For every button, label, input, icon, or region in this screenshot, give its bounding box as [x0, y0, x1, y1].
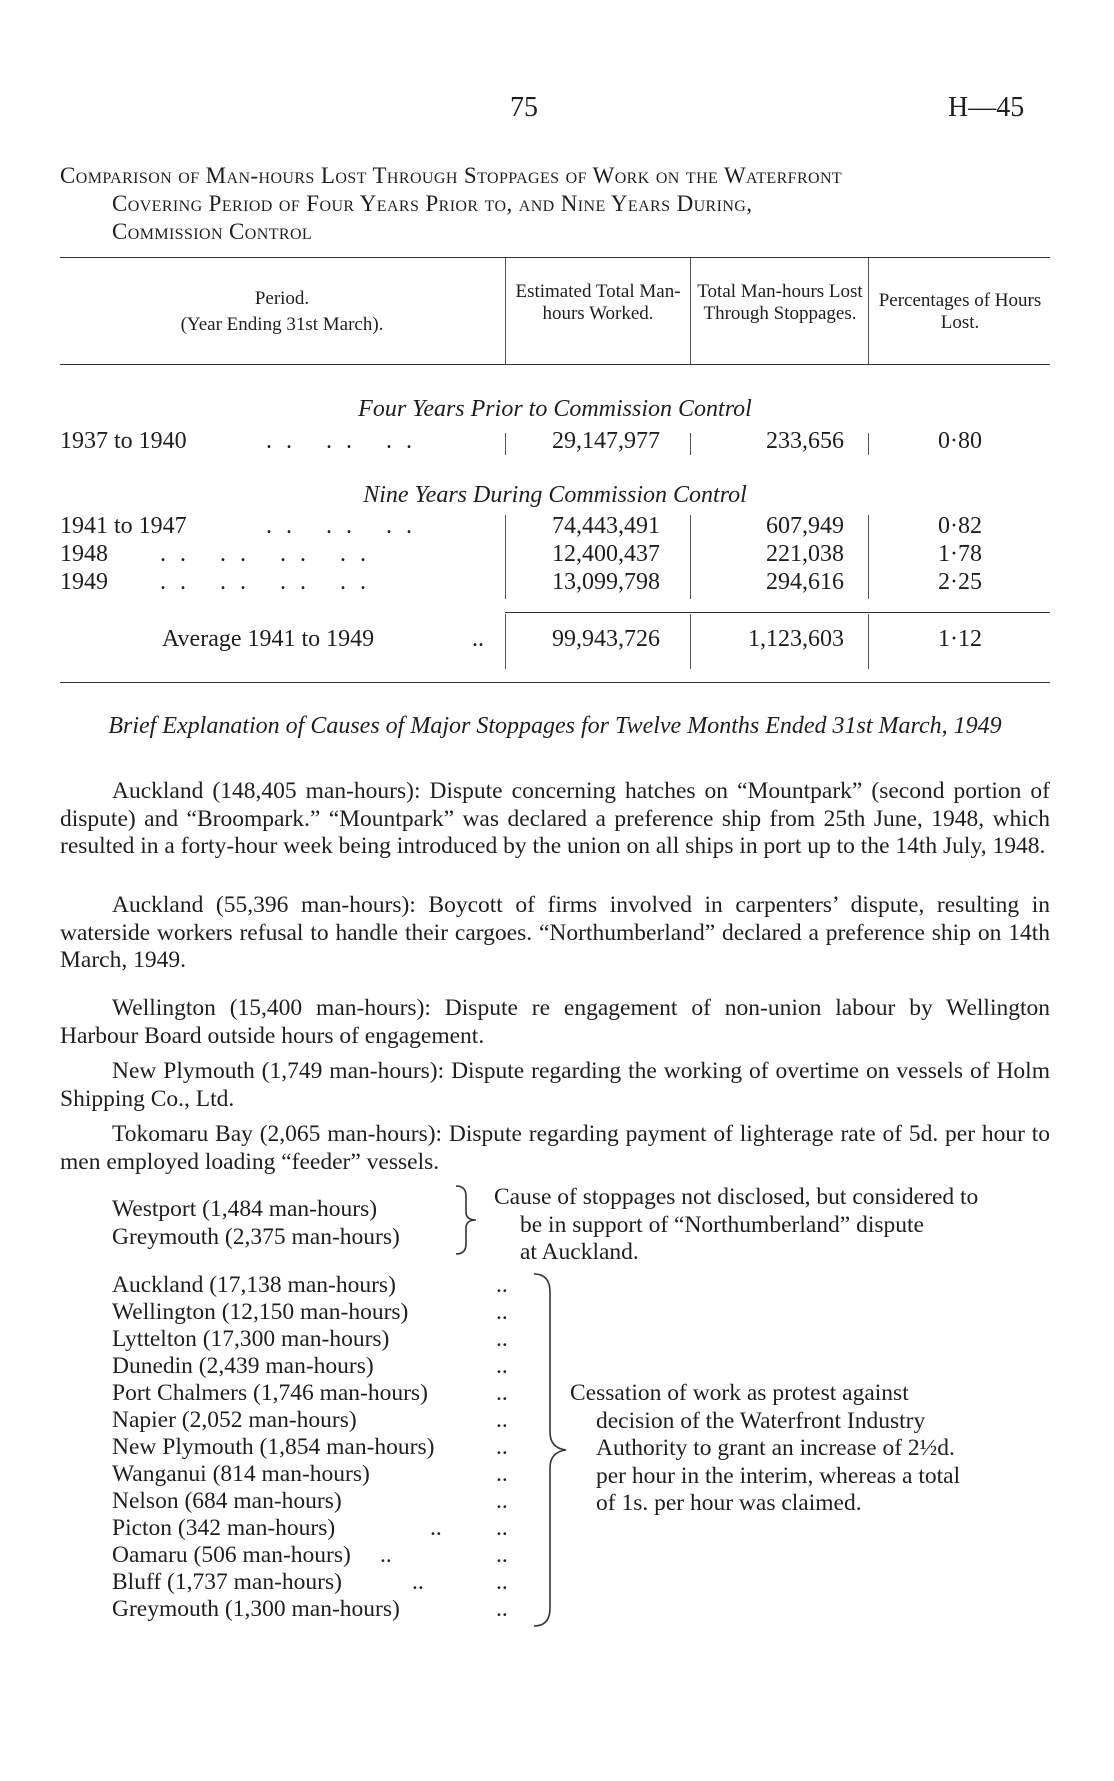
- table-title: [60, 162, 1050, 246]
- row-1948-pct: 1·78: [938, 541, 982, 567]
- header-divider-1: [505, 258, 506, 364]
- paragraph-tokomaru-bay: Tokomaru Bay (2,065 man-hours): Dispute regarding payment of lighterage rate of 5d. per hour to men employed loading “feeder” vessels.: [60, 1121, 1050, 1175]
- leader-dots: ..: [412, 1569, 424, 1595]
- row-divider: [690, 614, 691, 669]
- group2-port: Dunedin (2,439 man-hours): [112, 1353, 374, 1379]
- header-period: Period. (Year Ending 31st March).: [180, 288, 384, 335]
- row-1948-period: 1948: [60, 541, 108, 567]
- row-divider: [505, 515, 506, 599]
- paragraph-auckland-1: Auckland (148,405 man-hours): Dispute concerning hatches on “Mountpark” (second portion of dispute) and “Broompark.” “Mountpark” was declared a preference ship from 25th June, 1948, which resulted in a forty-hour week being introduced by the union on all ships in port up to the 14th July, 1948.: [60, 778, 1050, 859]
- leader-dots: ..: [496, 1407, 508, 1433]
- group1-note: Cause of stoppages not disclosed, but considered to be in support of “Northumberland” dispute at Auckland.: [494, 1184, 979, 1265]
- leader-dots: ..: [496, 1272, 508, 1298]
- page-number: 75: [510, 92, 538, 123]
- explanation-heading: Brief Explanation of Causes of Major Stoppages for Twelve Months Ended 31st March, 1949: [108, 713, 1002, 739]
- leader-dots: .. .. ..: [266, 428, 426, 454]
- leader-dots: ..: [496, 1569, 508, 1595]
- header-percentage: Percentages of Hours Lost.: [878, 290, 1042, 333]
- row-divider: [690, 433, 691, 455]
- leader-dots: .. .. .. ..: [160, 569, 380, 595]
- row-1941-pct: 0·82: [938, 513, 982, 539]
- row-1937-worked: 29,147,977: [552, 428, 660, 454]
- group2-port: Picton (342 man-hours): [112, 1515, 336, 1541]
- leader-dots: .. .. ..: [266, 513, 426, 539]
- row-1937-lost: 233,656: [766, 428, 844, 454]
- section-during: Nine Years During Commission Control: [363, 482, 747, 508]
- group2-port: Oamaru (506 man-hours): [112, 1542, 351, 1568]
- row-1948-worked: 12,400,437: [552, 541, 660, 567]
- table-top-rule: [60, 257, 1050, 258]
- row-1941-period: 1941 to 1947: [60, 513, 187, 539]
- leader-dots: ..: [496, 1434, 508, 1460]
- header-divider-2: [690, 258, 691, 364]
- leader-dots: ..: [496, 1596, 508, 1622]
- group2-port: Wellington (12,150 man-hours): [112, 1299, 409, 1325]
- header-divider-3: [868, 258, 869, 364]
- row-divider: [505, 433, 506, 455]
- average-period: Average 1941 to 1949: [162, 626, 375, 652]
- row-1949-period: 1949: [60, 569, 108, 595]
- leader-dots: ..: [472, 626, 484, 652]
- title-line-1: Comparison of Man-hours Lost Through Stoppages of Work on the Waterfront: [60, 163, 843, 188]
- row-1949-pct: 2·25: [938, 569, 982, 595]
- row-1949-lost: 294,616: [766, 569, 844, 595]
- row-1948-lost: 221,038: [766, 541, 844, 567]
- group1-port-greymouth: Greymouth (2,375 man-hours): [112, 1224, 400, 1250]
- group2-port: Lyttelton (17,300 man-hours): [112, 1326, 390, 1352]
- group2-port: Wanganui (814 man-hours): [112, 1461, 370, 1487]
- right-brace-icon: [452, 1184, 488, 1256]
- group2-port: Port Chalmers (1,746 man-hours): [112, 1380, 428, 1406]
- group2-note: Cessation of work as protest against decision of the Waterfront Industry Authority to grant an increase of 2½d. per hour in the interim, whereas a total of 1s. per hour was claimed.: [570, 1380, 961, 1516]
- header-lost: Total Man-hours Lost Through Stoppages.: [697, 281, 863, 324]
- row-1937-period: 1937 to 1940: [60, 428, 187, 454]
- group2-port: Napier (2,052 man-hours): [112, 1407, 357, 1433]
- page-code: H—45: [948, 92, 1025, 123]
- leader-dots: ..: [496, 1542, 508, 1568]
- table-bottom-rule: [60, 682, 1050, 683]
- row-1937-pct: 0·80: [938, 428, 982, 454]
- section-prior: Four Years Prior to Commission Control: [358, 396, 752, 422]
- leader-dots: .. .. .. ..: [160, 541, 380, 567]
- group2-port: Nelson (684 man-hours): [112, 1488, 342, 1514]
- group2-port: Greymouth (1,300 man-hours): [112, 1596, 400, 1622]
- leader-dots: ..: [496, 1326, 508, 1352]
- group2-port: Auckland (17,138 man-hours): [112, 1272, 396, 1298]
- paragraph-new-plymouth: New Plymouth (1,749 man-hours): Dispute regarding the working of overtime on vessels of Holm Shipping Co., Ltd.: [60, 1058, 1050, 1112]
- leader-dots: ..: [496, 1353, 508, 1379]
- row-divider: [690, 515, 691, 599]
- row-divider: [868, 433, 869, 455]
- title-line-3: Commission Control: [112, 219, 313, 244]
- row-divider: [868, 515, 869, 599]
- average-lost: 1,123,603: [748, 626, 844, 652]
- title-line-2: Covering Period of Four Years Prior to, and Nine Years During,: [112, 191, 753, 216]
- right-brace-icon: [528, 1272, 572, 1628]
- leader-dots: ..: [496, 1515, 508, 1541]
- paragraph-wellington: Wellington (15,400 man-hours): Dispute re engagement of non-union labour by Wellington Harbour Board outside hours of engagement.: [60, 995, 1050, 1049]
- row-1941-lost: 607,949: [766, 513, 844, 539]
- group2-port: Bluff (1,737 man-hours): [112, 1569, 342, 1595]
- leader-dots: ..: [496, 1380, 508, 1406]
- leader-dots: ..: [430, 1515, 442, 1541]
- leader-dots: ..: [496, 1488, 508, 1514]
- header-worked: Estimated Total Man-hours Worked.: [515, 281, 681, 324]
- average-pct: 1·12: [938, 626, 982, 652]
- group2-port: New Plymouth (1,854 man-hours): [112, 1434, 435, 1460]
- leader-dots: ..: [496, 1461, 508, 1487]
- table-header-rule: [60, 364, 1050, 365]
- group1-port-westport: Westport (1,484 man-hours): [112, 1196, 378, 1222]
- row-1949-worked: 13,099,798: [552, 569, 660, 595]
- average-worked: 99,943,726: [552, 626, 660, 652]
- row-divider: [868, 614, 869, 669]
- row-1941-worked: 74,443,491: [552, 513, 660, 539]
- leader-dots: ..: [380, 1542, 392, 1568]
- sum-rule: [505, 612, 1050, 613]
- row-divider: [505, 614, 506, 669]
- leader-dots: ..: [496, 1299, 508, 1325]
- paragraph-auckland-2: Auckland (55,396 man-hours): Boycott of firms involved in carpenters’ dispute, resulting in waterside workers refusal to handle their cargoes. “Northumberland” declared a preference ship on 14th March, 1949.: [60, 892, 1050, 973]
